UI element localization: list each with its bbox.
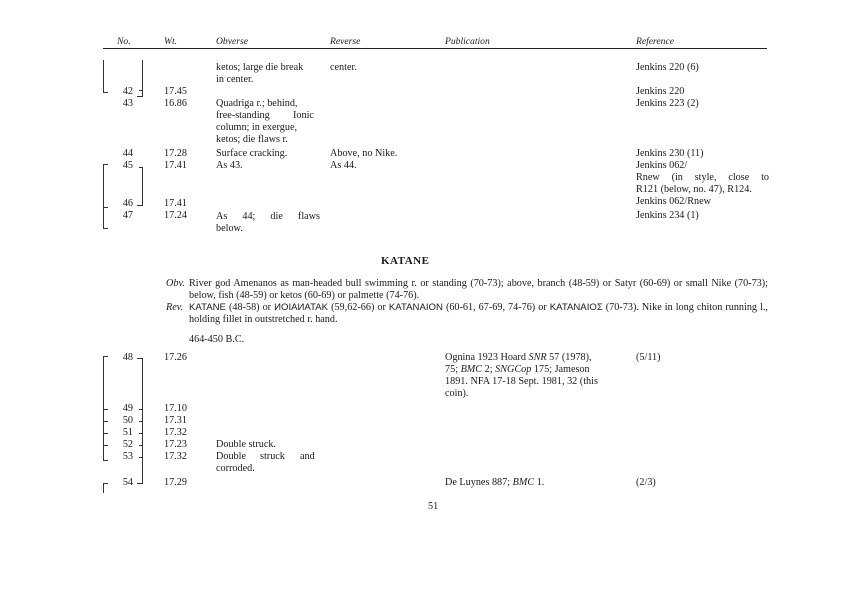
reverse-text (189, 302, 768, 326)
row-publication: De Luynes 887; BMC 1. (445, 477, 545, 488)
row-reference: Jenkins 234 (1) (636, 210, 699, 221)
row-weight: 17.28 (164, 148, 187, 159)
row-obverse-line: column; in exergue, (216, 122, 298, 133)
row-reference: Jenkins 220 (636, 86, 685, 97)
header-reverse: Reverse (330, 36, 361, 47)
die-link-bracket (139, 445, 143, 446)
row-obverse-line: As 44; die flaws (216, 211, 320, 222)
row-number: 50 (122, 415, 133, 426)
row-number: 51 (122, 427, 133, 438)
row-number: 43 (122, 98, 133, 109)
die-link-bracket (139, 433, 143, 434)
row-number: 46 (122, 198, 133, 209)
row-publication-line: coin). (445, 388, 469, 399)
row-weight: 16.86 (164, 98, 187, 109)
die-link-bracket (137, 205, 143, 206)
die-link-bracket (103, 228, 108, 229)
section-title: KATANE (381, 255, 430, 267)
die-link-bracket (139, 421, 143, 422)
reverse-text-part: (48-58) or (225, 302, 275, 313)
row-number: 49 (122, 403, 133, 414)
row-number: 44 (122, 148, 133, 159)
cont-reverse: center. (330, 62, 357, 73)
row-obverse-word: and (300, 451, 315, 462)
die-link-bracket (137, 96, 143, 97)
die-link-bracket (137, 483, 143, 484)
row-weight: 17.24 (164, 210, 187, 221)
legend-katane: KATANE (189, 302, 226, 313)
legend-retrograde: ИOIAИATAK (274, 302, 329, 313)
header-no: No. (117, 36, 131, 47)
header-rule (103, 48, 767, 49)
reverse-label: Rev. (166, 302, 184, 313)
row-reference: Jenkins 062/Rnew (636, 196, 711, 207)
row-reference-line: Rnew (in style, close to (636, 172, 769, 183)
row-weight: 17.31 (164, 415, 187, 426)
die-link-bracket (139, 167, 143, 168)
row-obverse: Double struck. (216, 439, 276, 450)
row-obverse-line: corroded. (216, 463, 255, 474)
row-weight: 17.26 (164, 352, 187, 363)
cont-reference: Jenkins 220 (6) (636, 62, 699, 73)
row-weight: 17.41 (164, 160, 187, 171)
row-obverse-word: struck (260, 451, 285, 462)
row-weight: 17.23 (164, 439, 187, 450)
row-reference-line: R121 (below, no. 47), R124. (636, 184, 752, 195)
row-obverse-word: Ionic (293, 110, 314, 121)
row-publication-line: 75; BMC 2; SNGCop 175; Jameson (445, 364, 590, 375)
page-number: 51 (428, 501, 439, 512)
row-number: 47 (122, 210, 133, 221)
obverse-text: River god Amenanos as man-headed bull swimming r. or standing (70-73); above, branch (48-59) or Satyr (60-69) or small Nike (70-73); below, fish (48-59) or ketos (60-69) or palmette (74-76). (189, 278, 768, 301)
row-reference-line: Jenkins 062/ (636, 160, 688, 171)
legend-katanaion: KATANAION (388, 302, 443, 313)
reverse-text-part: (59,62-66) or (328, 302, 389, 313)
cont-obverse-line: ketos; large die break (216, 62, 304, 73)
die-link-bracket (139, 90, 143, 91)
row-obverse-line: Quadriga r.; behind, (216, 98, 298, 109)
row-obverse-line: ketos; die flaws r. (216, 134, 288, 145)
row-reference: Jenkins 223 (2) (636, 98, 699, 109)
row-number: 53 (122, 451, 133, 462)
row-weight: 17.10 (164, 403, 187, 414)
obverse-description (166, 278, 768, 302)
row-publication-line: Ognina 1923 Hoard SNR 57 (1978), (445, 352, 592, 363)
row-obverse: Surface cracking. (216, 148, 288, 159)
row-obverse-line: below. (216, 223, 243, 234)
row-number: 42 (122, 86, 133, 97)
reverse-text-part: (60-61, 67-69, 74-76) or (442, 302, 550, 313)
row-weight: 17.45 (164, 86, 187, 97)
legend-katanaios: KATANAIOΣ (549, 302, 603, 313)
row-reference: (2/3) (636, 477, 656, 488)
header-obverse: Obverse (216, 36, 248, 47)
die-link-bracket (142, 167, 143, 205)
row-reference: Jenkins 230 (11) (636, 148, 704, 159)
die-link-bracket (137, 358, 143, 359)
header-publication: Publication (445, 36, 490, 47)
header-reference: Reference (636, 36, 674, 47)
row-weight: 17.32 (164, 427, 187, 438)
period-date: 464-450 B.C. (189, 334, 245, 345)
row-weight: 17.29 (164, 477, 187, 488)
row-publication-line: 1891. NFA 17-18 Sept. 1981, 32 (this (445, 376, 598, 387)
row-obverse: As 43. (216, 160, 243, 171)
row-number: 48 (122, 352, 133, 363)
row-weight: 17.41 (164, 198, 187, 209)
row-reverse: Above, no Nike. (330, 148, 398, 159)
row-number: 52 (122, 439, 133, 450)
header-wt: Wt. (164, 36, 178, 47)
row-number: 54 (122, 477, 133, 488)
row-obverse-word: Double (216, 451, 246, 462)
die-link-bracket (139, 409, 143, 410)
reverse-description (166, 302, 768, 326)
row-obverse-word: free-standing (216, 110, 270, 121)
cont-obverse-line: in center. (216, 74, 254, 85)
obverse-label: Obv. (166, 278, 185, 289)
row-reference: (5/11) (636, 352, 661, 363)
row-reverse: As 44. (330, 160, 357, 171)
reverse-text-part: (70-73). Nike in long chiton running l., holding fillet in outstretched r. hand. (189, 302, 768, 325)
row-number: 45 (122, 160, 133, 171)
row-weight: 17.32 (164, 451, 187, 462)
die-link-bracket (139, 457, 143, 458)
